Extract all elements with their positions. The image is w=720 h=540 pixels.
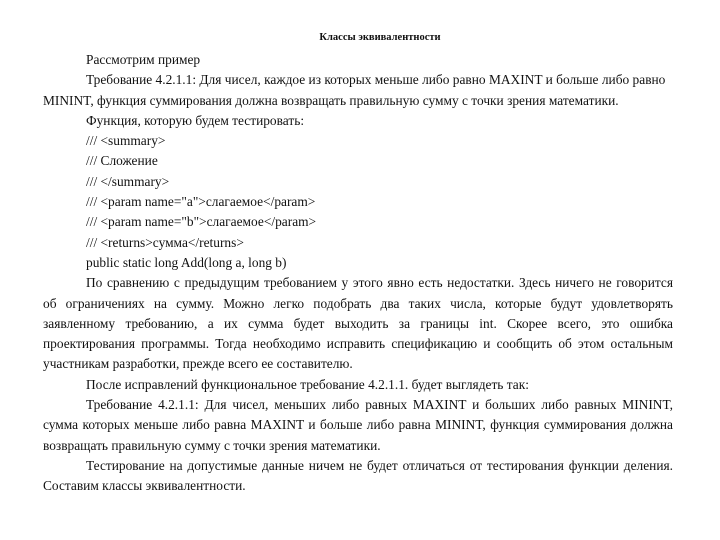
code-line-summary-open: /// <summary>: [86, 133, 166, 149]
document-body: [43, 50, 673, 497]
paragraph-function-lead: Функция, которую будем тестировать:: [86, 112, 305, 128]
code-line-param-b: /// <param name="b">слагаемое</param>: [86, 214, 317, 230]
paragraph-critique: По сравнению с предыдущим требованием у этого явно есть недостатки. Здесь ничего не говорится об ограничениях на сумму. Можно легко подобрать два таких числа, которые будут удовлетворять заявленному требованию, а их сумма будет выходить за границы int. Скорее всего, это ошибка проектирования программы. Тогда необходимо исправить спецификацию и сообщить об этом остальным участникам разработки, прежде всего ее составителю.: [43, 275, 673, 372]
paragraph-testing: Тестирование на допустимые данные ничем не будет отличаться от тестирования функции деления. Составим классы эквивалентности.: [43, 457, 673, 494]
code-line-param-a: /// <param name="a">слагаемое</param>: [86, 194, 316, 210]
paragraph-requirement: Требование 4.2.1.1: Для чисел, каждое из которых меньше либо равно MAXINT и больше либо равно MININT, функция суммирования должна возвращать правильную сумму с точки зрения математики.: [43, 72, 666, 108]
paragraph-intro: Рассмотрим пример: [86, 52, 201, 67]
code-line-returns: /// <returns>сумма</returns>: [86, 234, 244, 250]
code-line-signature: public static long Add(long a, long b): [86, 254, 287, 270]
paragraph-after-fix: После исправлений функциональное требование 4.2.1.1. будет выглядеть так:: [86, 376, 529, 392]
code-line-summary-close: /// </summary>: [86, 173, 170, 189]
page-title: Классы эквивалентности: [319, 32, 441, 43]
code-line-summary-text: /// Сложение: [86, 153, 158, 169]
paragraph-requirement-revised: Требование 4.2.1.1: Для чисел, меньших либо равных MAXINT и больших либо равных MININT, сумма которых меньше либо равна MAXINT и больше либо равна MININT, функция суммирования должна возвращать правильную сумму с точки зрения математики.: [43, 397, 673, 453]
